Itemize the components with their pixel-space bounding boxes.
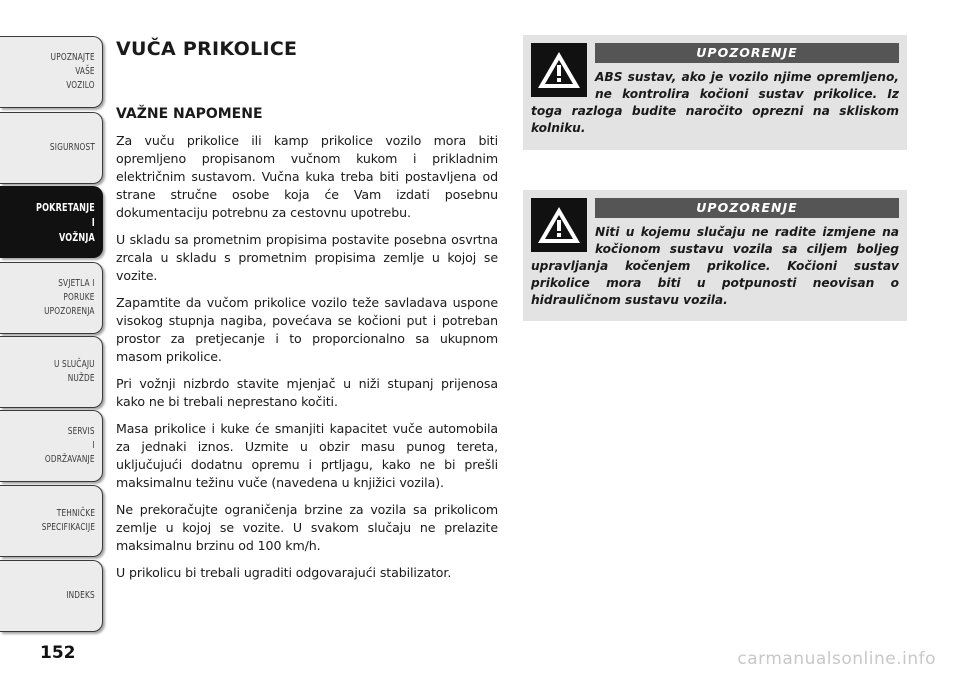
paragraph: Masa prikolice i kuke će smanjiti kapacitet vuče automobila za jednaki iznos. Uzmite u obzir masu punog tereta, uključujući dodatnu opremu i prtljagu, kako ne bi prešli maksimalnu težinu vuče (navedena u knjižici vozila). (116, 421, 498, 490)
tab-label: INDEKS (66, 590, 95, 601)
tab-indeks[interactable] (0, 560, 103, 632)
tab-label: SVJETLA I PORUKE UPOZORENJA (44, 278, 95, 317)
warning-text: ABS sustav, ako je vozilo njime opremljeno, ne kontrolira kočioni sustav prikolice. Iz toga razloga budite naročito oprezni na skliskom kolniku. (531, 70, 899, 135)
warning-text: Niti u kojemu slučaju ne radite izmjene na kočionom sustavu vozila sa ciljem boljeg upravljanja kočenjem prikolice. Kočioni sustav prikolice mora biti u potpunosti neovisan o hidrauličnom sustavu vozila. (531, 225, 899, 307)
warning-header: UPOZORENJE (595, 43, 899, 63)
main-content (116, 38, 498, 582)
tab-label: POKRETANJE I VOŽNJA (35, 200, 95, 244)
section-heading: VAŽNE NAPOMENE (116, 106, 263, 122)
paragraph: Za vuču prikolice ili kamp prikolice vozilo mora biti opremljeno propisanom vučnom kukom i prikladnim električnim sustavom. Vučna kuka treba biti postavljena od strane stručne osobe koja će Vam izdati posebnu dokumentaciju potrebnu za cestovnu upotrebu. (116, 133, 498, 220)
tab-label: UPOZNAJTE VAŠE VOZILO (50, 52, 95, 91)
tab-servis-i-odrzavanje[interactable] (0, 410, 103, 482)
tab-svjetla-i-poruke-upozorenja[interactable] (0, 262, 103, 334)
paragraph: Zapamtite da vučom prikolice vozilo teže savladava uspone visokog stupnja nagiba, povećava se kočioni put i potreban prostor za pretjecanje i to proporcionalno sa ukupnom masom prikolice. (116, 295, 498, 364)
tab-sigurnost[interactable] (0, 112, 103, 184)
tab-pokretanje-i-voznja[interactable] (0, 186, 103, 258)
page-number: 152 (40, 643, 76, 663)
paragraph: Ne prekoračujte ograničenja brzine za vozila sa prikolicom zemlje u kojoj se vozite. U svakom slučaju ne prelazite maksimalnu brzinu od 100 km/h. (116, 502, 498, 553)
tab-label: TEHNIČKE SPECIFIKACIJE (41, 508, 95, 533)
paragraph: Pri vožnji nizbrdo stavite mjenjač u niži stupanj prijenosa kako ne bi trebali neprestano kočiti. (116, 376, 498, 409)
tab-label: U SLUČAJU NUŽDE (54, 359, 95, 384)
warning-triangle-icon (531, 43, 587, 97)
tab-label: SIGURNOST (49, 142, 95, 153)
tab-tehnicke-specifikacije[interactable] (0, 485, 103, 557)
paragraph: U prikolicu bi trebali ugraditi odgovarajući stabilizator. (116, 565, 452, 580)
paragraph: U skladu sa prometnim propisima postavite posebna osvrtna zrcala u skladu s prometnim propisima zemlje u kojoj se vozite. (116, 232, 498, 283)
warning-box (523, 35, 907, 150)
warning-box (523, 190, 907, 321)
watermark: carmanualsonline.info (737, 649, 936, 669)
warning-header: UPOZORENJE (595, 198, 899, 218)
tab-upoznajte-vase-vozilo[interactable] (0, 36, 103, 108)
tab-label: SERVIS I ODRŽAVANJE (45, 426, 95, 465)
tab-u-slucaju-nuzde[interactable] (0, 336, 103, 408)
page-title: VUČA PRIKOLICE (116, 38, 298, 60)
warning-triangle-icon (531, 198, 587, 252)
